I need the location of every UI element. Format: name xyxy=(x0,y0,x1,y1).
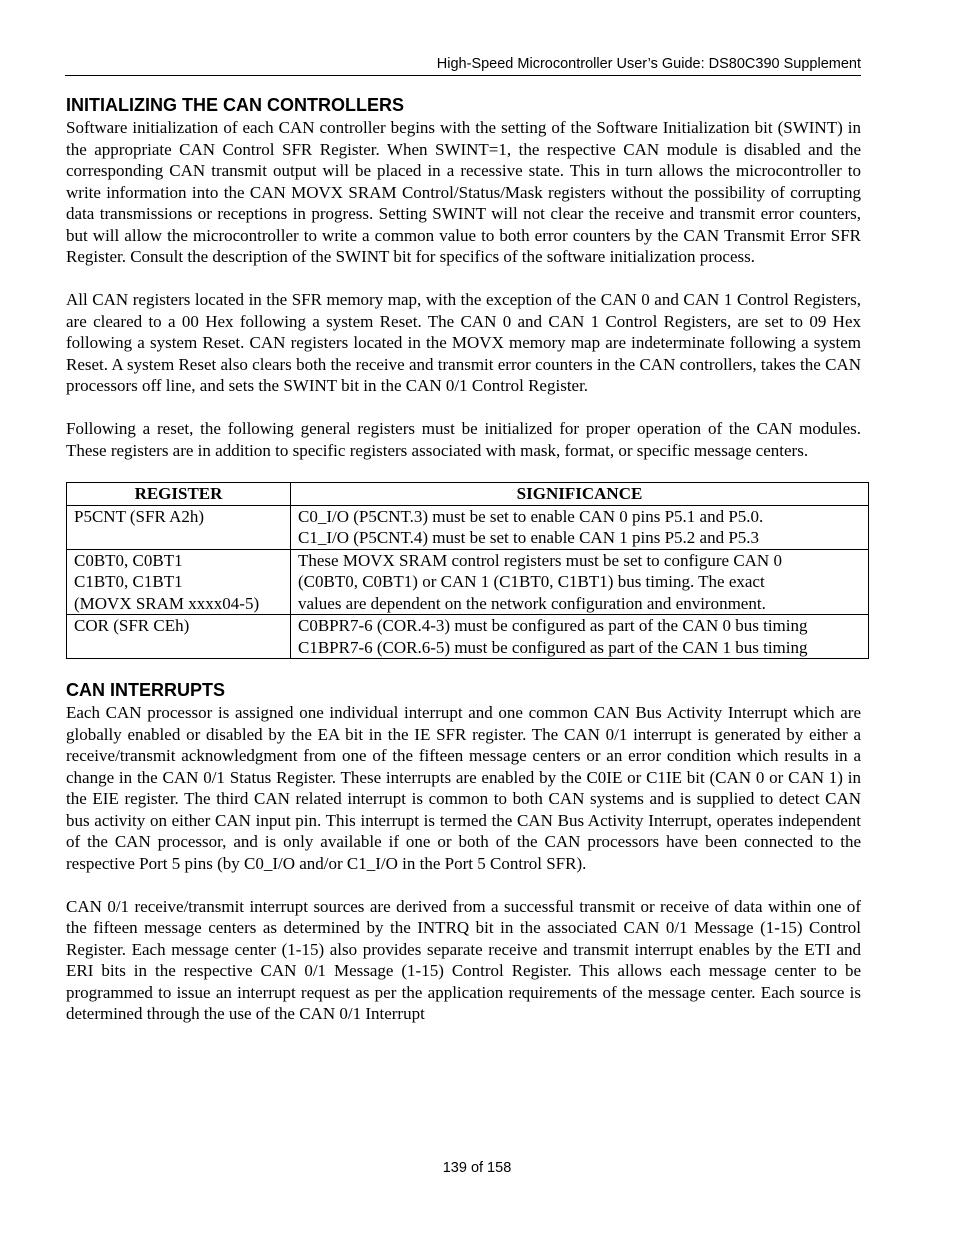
section-heading-can-interrupts: CAN INTERRUPTS xyxy=(66,680,226,700)
register-name: C1BT0, C1BT1 xyxy=(74,572,183,591)
register-cell xyxy=(67,505,291,549)
column-header-significance: SIGNIFICANCE xyxy=(291,483,869,506)
register-table xyxy=(66,482,869,659)
significance-line: values are dependent on the network configuration and environment. xyxy=(298,593,766,613)
table-row xyxy=(67,615,869,659)
running-header: High-Speed Microcontroller User’s Guide: DS80C390 Supplement xyxy=(436,56,861,72)
significance-line: C0BPR7-6 (COR.4-3) must be configured as part of the CAN 0 bus timing xyxy=(298,616,808,635)
register-name: C0BT0, C0BT1 xyxy=(74,550,183,570)
header-rule xyxy=(65,75,861,76)
significance-cell xyxy=(291,549,869,615)
register-cell xyxy=(67,615,291,659)
register-cell xyxy=(67,549,291,615)
paragraph-interrupt-sources: CAN 0/1 receive/transmit interrupt sources are derived from a successful transmit or receive of data within one of the fifteen message centers as determined by the INTRQ bit in the associated CAN 0/1 Message (1-15) Control Register. Each message center (1-15) also provides separate receive and transmit interrupt enables by the ETI and ERI bits in the respective CAN 0/1 Message (1-15) Control Register. This allows each message center to be programmed to issue an interrupt request as per the application requirements of the message center. Each source is determined through the use of the CAN 0/1 Interrupt xyxy=(66,896,861,1023)
paragraph-interrupt-overview: Each CAN processor is assigned one individual interrupt and one common CAN Bus Activity Interrupt which are globally enabled or disabled by the EA bit in the IE SFR register. The CAN 0/1 interrupt is generated by either a receive/transmit acknowledgment from one of the fifteen message centers or an error condition which results in a change in the CAN 0/1 Status Register. These interrupts are enabled by the C0IE or C1IE bit (CAN 0 or CAN 1) in the EIE register. The third CAN related interrupt is common to both CAN systems and is supplied to detect CAN bus activity on either CAN input pin. This interrupt is termed the CAN Bus Activity Interrupt, operates independent of the CAN processor, and is only available if one or both of the CAN processors have been connected to the respective Port 5 pins (by C0_I/O and/or C1_I/O in the Port 5 Control SFR). xyxy=(66,703,861,873)
significance-line: These MOVX SRAM control registers must be set to configure CAN 0 xyxy=(298,550,782,570)
table-row xyxy=(67,505,869,549)
table-row xyxy=(67,549,869,615)
significance-cell xyxy=(291,505,869,549)
significance-cell xyxy=(291,615,869,659)
register-name: COR (SFR CEh) xyxy=(74,616,190,635)
significance-line: (C0BT0, C0BT1) or CAN 1 (C1BT0, C1BT1) bus timing. The exact xyxy=(298,572,765,591)
register-name: (MOVX SRAM xxxx04-5) xyxy=(74,593,260,613)
register-name: P5CNT (SFR A2h) xyxy=(74,506,205,526)
significance-line: C0_I/O (P5CNT.3) must be set to enable CAN 0 pins P5.1 and P5.0. xyxy=(298,506,764,526)
paragraph-software-initialization: Software initialization of each CAN controller begins with the setting of the Software Initialization bit (SWINT) in the appropriate CAN Control SFR Register. When SWINT=1, the respective CAN module is disabled and the corresponding CAN transmit output will be placed in a recessive state. This in turn allows the microcontroller to write information into the CAN MOVX SRAM Control/Status/Mask registers without the possibility of corrupting data transmissions or receptions in progress. Setting SWINT will not clear the receive and transmit error counters, but will allow the microcontroller to write a common value to both error counters by the CAN Transmit Error SFR Register. Consult the description of the SWINT bit for specifics of the software initialization process. xyxy=(66,118,861,266)
paragraph-general-registers: Following a reset, the following general registers must be initialized for proper operation of the CAN modules. These registers are in addition to specific registers associated with mask, format, or specific message centers. xyxy=(66,419,861,460)
significance-line: C1_I/O (P5CNT.4) must be set to enable CAN 1 pins P5.2 and P5.3 xyxy=(298,528,760,547)
significance-line: C1BPR7-6 (COR.6-5) must be configured as part of the CAN 1 bus timing xyxy=(298,637,808,657)
paragraph-reset-state: All CAN registers located in the SFR memory map, with the exception of the CAN 0 and CAN 1 Control Registers, are cleared to a 00 Hex following a system Reset. The CAN 0 and CAN 1 Control Registers, are set to 09 Hex following a system Reset. CAN registers located in the MOVX memory map are indeterminate following a system Reset. A system Reset also clears both the receive and transmit error counters in the CAN controllers, takes the CAN processors off line, and sets the SWINT bit in the CAN 0/1 Control Register. xyxy=(66,290,861,395)
section-heading-initializing: INITIALIZING THE CAN CONTROLLERS xyxy=(66,95,404,115)
column-header-register: REGISTER xyxy=(67,483,291,506)
page-content xyxy=(66,93,861,1025)
page-number: 139 of 158 xyxy=(442,1160,512,1176)
table-header-row xyxy=(67,483,869,506)
